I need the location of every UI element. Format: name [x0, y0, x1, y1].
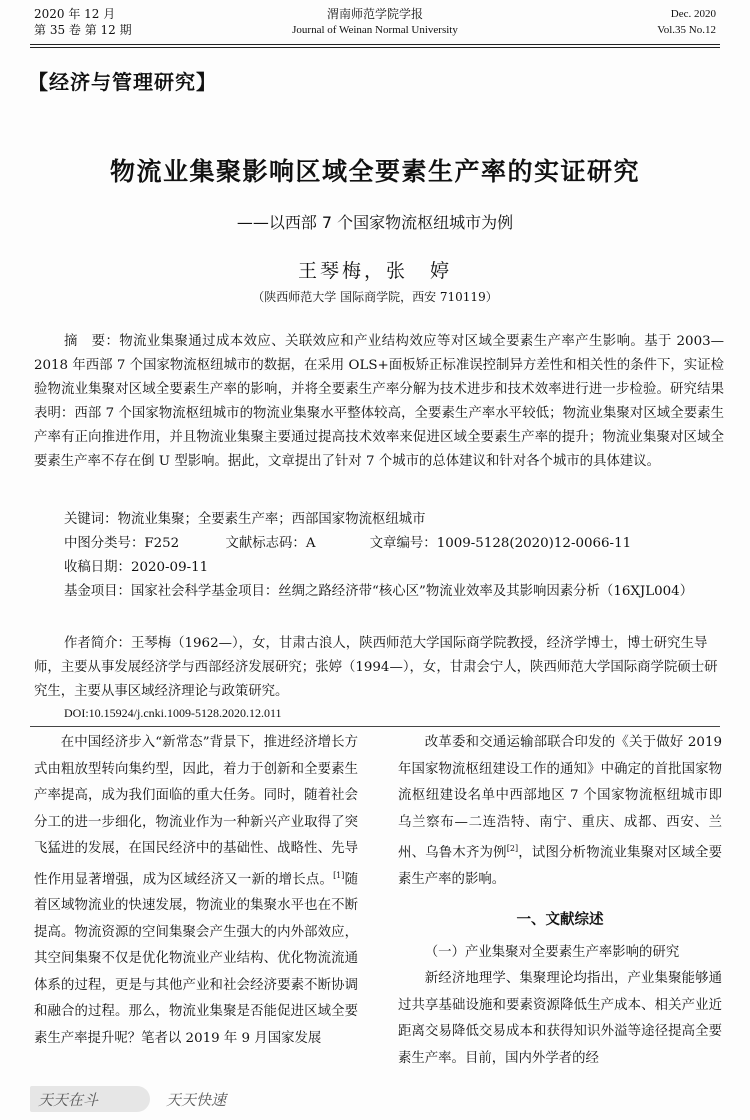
keywords: [34, 508, 724, 532]
reference-2[interactable]: [2]: [506, 844, 519, 853]
clc-value: F252: [144, 536, 180, 551]
body-paragraph: [398, 730, 722, 893]
footer-watermark: [30, 1086, 290, 1112]
body-column-left: [34, 730, 358, 1052]
body-text: 改革委和交通运输部联合印发的《关于做好 2019 年国家物流枢纽建设工作的通知》中确定的首批国家物流枢纽建设名单中西部地区 7 个国家物流枢纽城市即乌兰察布—二连浩特、南宁、重庆、成都、西安、兰州、乌鲁木齐为例: [398, 735, 722, 861]
issue-date-en: Dec. 2020: [670, 8, 716, 20]
article-number-label: 文章编号：: [369, 536, 437, 551]
watermark-logo-left: 天天在斗: [38, 1091, 99, 1109]
journal-name-cn: 渭南师范学院学报: [326, 7, 423, 21]
author-bio: [34, 632, 724, 704]
body-column-right: [398, 730, 722, 1072]
author-bio-label: 作者简介：: [64, 636, 131, 651]
header-rule-thin: [30, 47, 720, 48]
author-bio-text: 王琴梅（1962—），女，甘肃古浪人，陕西师范大学国际商学院教授，经济学博士，博士研究生导师，主要从事发展经济学与西部经济发展研究；张婷（1994—），女，甘肃会宁人，陕西师范大学国际商学院硕士研究生，主要从事区域经济理论与政策研究。: [34, 636, 718, 699]
body-text: 在中国经济步入“新常态”背景下，推进经济增长方式由粗放型转向集约型，因此，着力于创新和全要素生产率提高，成为我们面临的重大任务。同时，随着社会分工的进一步细化，物流业作为一种新兴产业取得了突飞猛进的发展，在国民经济中的基础性、战略性、先导性作用显著增强，成为区域经济又一新的增长点。: [34, 735, 358, 887]
keywords-text: 物流业集聚；全要素生产率；西部国家物流枢纽城市: [117, 512, 426, 527]
reference-1[interactable]: [1]: [333, 870, 345, 880]
keywords-label: 关键词：: [64, 512, 118, 527]
article-title: 物流业集聚影响区域全要素生产率的实证研究: [109, 157, 640, 186]
doc-value: A: [305, 536, 316, 551]
body-text: 随着区域物流业的快速发展，物流业的集聚水平也在不断提高。物流资源的空间集聚会产生强大的内外部效应，其空间集聚不仅是优化物流业产业结构、优化物流流通体系的过程，更是与其他产业和社会经济要素不断协调和融合的过程。那么，物流业集聚是否能促进区域全要素生产率提升呢？笔者以 2019 年 9 月国家发展: [34, 871, 358, 1046]
issue-date-cn: 2020 年 12 月: [34, 7, 116, 21]
article-number: 1009-5128(2020)12-0066-11: [436, 536, 632, 551]
doi: DOI:10.15924/j.cnki.1009-5128.2020.12.011: [64, 706, 282, 720]
body-paragraph: [34, 730, 358, 1052]
authors: 王琴梅，张 婷: [297, 260, 452, 282]
body-paragraph: 新经济地理学、集聚理论均指出，产业集聚能够通过共享基础设施和要素资源降低生产成本、相关产业近距离交易降低交易成本和获得知识外溢等途径提高全要素生产率。目前，国内外学者的经: [398, 971, 722, 1066]
classification: [34, 532, 724, 556]
abstract-text: 物流业集聚通过成本效应、关联效应和产业结构效应等对区域全要素生产率产生影响。基于 2003—2018 年西部 7 个国家物流枢纽城市的数据，在采用 OLS+面板矫正标准误控制异方差性和相关性的条件下，实证检验物流业集聚对区域全要素生产率的影响，并将全要素生产率分解为技术进步和技术效率进行进一步检验。研究结果表明：西部 7 个国家物流枢纽城市的物流业集聚水平整体较高，全要素生产率水平较低；物流业集聚对区域全要素生产率有正向推进作用，并且物流业集聚主要通过提高技术效率来促进区域全要素生产率的提升；物流业集聚对区域全要素生产率不存在倒 U 型影响。据此，文章提出了针对 7 个城市的总体建议和针对各个城市的具体建议。: [34, 334, 724, 469]
abstract-label: 摘 要：: [64, 334, 120, 349]
article-subtitle: ——以西部 7 个国家物流枢纽城市为例: [236, 213, 514, 232]
received-label: 收稿日期：: [64, 560, 131, 575]
fund-label: 基金项目：: [64, 584, 131, 599]
clc-label: 中图分类号：: [64, 536, 145, 551]
abstract: [34, 330, 724, 474]
watermark-logo-right: 天天快速: [166, 1091, 227, 1109]
fund: [34, 580, 724, 604]
affiliation: （陕西师范大学 国际商学院，西安 710119）: [252, 290, 498, 304]
volume-cn: 第 35 卷 第 12 期: [34, 23, 132, 37]
volume-en: Vol.35 No.12: [657, 24, 716, 36]
fund-text: 国家社会科学基金项目：丝绸之路经济带“核心区”物流业效率及其影响因素分析（16XJL004）: [130, 584, 694, 599]
received-value: 2020-09-11: [130, 560, 209, 575]
received-date: [34, 556, 724, 580]
header-center: [0, 6, 750, 38]
header-rule-thick: [30, 44, 720, 45]
doc-label: 文献标志码：: [225, 536, 306, 551]
section-tag: 【经济与管理研究】: [28, 70, 217, 94]
body-text: ，试图分析物流业集聚对区域全要素生产率的影响。: [398, 845, 722, 887]
section-heading: 一、文献综述: [516, 912, 604, 929]
body-divider: [30, 726, 720, 727]
header-right: [657, 6, 716, 38]
journal-name-en: Journal of Weinan Normal University: [292, 24, 458, 36]
subsection-heading: （一）产业集聚对全要素生产率影响的研究: [424, 944, 680, 960]
